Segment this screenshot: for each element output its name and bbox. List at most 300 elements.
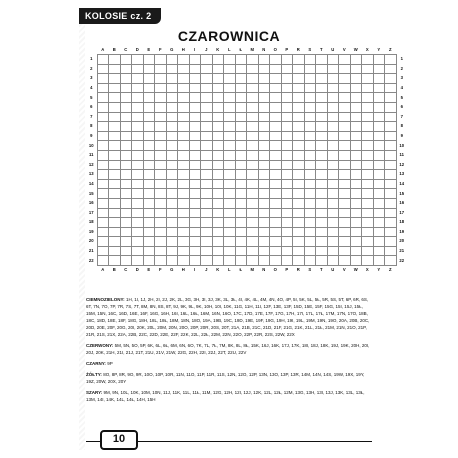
grid-cell [281, 131, 293, 141]
grid-cell [132, 208, 144, 218]
grid-cell [316, 112, 328, 122]
grid-cell [178, 160, 190, 170]
grid-cell [293, 170, 305, 180]
grid-cell [212, 198, 224, 208]
grid-cell [258, 55, 270, 65]
grid-cell [373, 256, 385, 266]
grid-cell [235, 74, 247, 84]
grid-row [86, 83, 407, 93]
grid-cell [143, 64, 155, 74]
grid-cell [247, 131, 259, 141]
grid-row [86, 64, 407, 74]
grid-cell [373, 179, 385, 189]
grid-cell [247, 64, 259, 74]
grid-cell [350, 131, 362, 141]
grid-cell [120, 256, 132, 266]
grid-cell [385, 227, 397, 237]
grid-cell [201, 112, 213, 122]
grid-cell [327, 131, 339, 141]
grid-cell [120, 141, 132, 151]
grid-cell [120, 64, 132, 74]
grid-cell [224, 179, 236, 189]
grid-cell [201, 122, 213, 132]
grid-cell [155, 237, 167, 247]
grid-cell [155, 74, 167, 84]
grid-cell [132, 112, 144, 122]
grid-cell [155, 198, 167, 208]
grid-cell [327, 141, 339, 151]
grid-cell [166, 246, 178, 256]
column-label: B [112, 266, 116, 272]
row-label: 2 [400, 65, 403, 71]
grid-cell [385, 170, 397, 180]
grid-cell [109, 170, 121, 180]
row-label: 3 [400, 75, 403, 81]
grid-cell [385, 179, 397, 189]
grid-cell [97, 112, 109, 122]
grid-cell [189, 122, 201, 132]
grid-cell [316, 102, 328, 112]
grid-cell [281, 102, 293, 112]
grid-cell [258, 170, 270, 180]
grid-cell [270, 74, 282, 84]
grid-cell [350, 179, 362, 189]
row-label: 10 [88, 142, 94, 148]
top-column-labels [86, 46, 407, 55]
grid-cell [281, 218, 293, 228]
grid-cell [132, 83, 144, 93]
series-label: KOLOSIE cz. 2 [79, 8, 161, 24]
grid-cell [201, 93, 213, 103]
grid-row [86, 74, 407, 84]
grid-cell [109, 237, 121, 247]
grid-cell [224, 141, 236, 151]
grid-cell [166, 141, 178, 151]
grid-cell [304, 55, 316, 65]
grid-cell [132, 198, 144, 208]
grid-cell [373, 141, 385, 151]
column-label: O [273, 266, 277, 272]
grid-cell [155, 218, 167, 228]
grid-cell [270, 131, 282, 141]
grid-cell [143, 170, 155, 180]
grid-cell [235, 179, 247, 189]
grid-cell [235, 198, 247, 208]
grid-cell [270, 83, 282, 93]
row-label: 9 [90, 132, 93, 138]
grid-cell [258, 218, 270, 228]
grid-cell [258, 189, 270, 199]
row-label: 6 [400, 104, 403, 110]
column-label: N [262, 266, 266, 272]
grid-cell [166, 83, 178, 93]
grid-cell [235, 131, 247, 141]
grid-cell [109, 74, 121, 84]
grid-cell [362, 150, 374, 160]
grid-cell [350, 83, 362, 93]
grid-cell [385, 218, 397, 228]
grid-cell [189, 170, 201, 180]
grid-cell [212, 141, 224, 151]
grid-cell [143, 74, 155, 84]
grid-cell [212, 246, 224, 256]
grid-cell [270, 237, 282, 247]
row-label: 21 [399, 248, 405, 254]
grid-cell [189, 102, 201, 112]
grid-cell [201, 141, 213, 151]
grid-cell [97, 208, 109, 218]
grid-cell [362, 74, 374, 84]
column-label: U [331, 266, 335, 272]
grid-cell [143, 131, 155, 141]
grid-cell [120, 160, 132, 170]
grid-cell [339, 189, 351, 199]
grid-cell [166, 93, 178, 103]
grid-cell [155, 246, 167, 256]
row-label: 12 [88, 161, 94, 167]
grid-row [86, 131, 407, 141]
grid-cell [97, 141, 109, 151]
grid-cell [155, 131, 167, 141]
grid-cell [281, 160, 293, 170]
color-cells: 1H, 1I, 1J, 2H, 2I, 2J, 2K, 2L, 3G, 3H, 3I, 3J, 3K, 3L, 3Ł, 4I, 4K, 4L, 4M, 4N, 4O, 4P, 5I, 5K, 5L, 5Ł, 5R, 5S, 5T, 6P, 6R, 6S, 6T, 7N, 7O, 7P, 7R, 7S, 7T, 8M, 8N, 8S, 8T, 9J, 9K, 9L, 9K, 10H, 10I, 10K, 11G, 11H, 11I, 12F, 13E, 13F, 15D, 15E, 15F, 15G, 15I, 15J, 15Ł, 15M, 15N, 16C, 16D, 16E, 16F, 16G, 16H, 16I, 16L, 16Ł, 16M, 16N, 16O, 17C, 17D, 17E, 17F, 17G, 17H, 17I, 17L, 17Ł, 17M, 17N, 17O, 18B, 18C, 18D, 18E, 18F, 18G, 18H, 18L, 18Ł, 18M, 18N, 18O, 19A, 19B, 19C, 19D, 19E, 19F, 19G, 19H, 19I, 19L, 19M, 19N, 19O, 20A, 20B, 20C, 20D, 20E, 20F, 20G, 20I, 20K, 20L, 20M, 20N, 20O, 20P, 20R, 20S, 20T, 21A, 21B, 21C, 21D, 21F, 21G, 21K, 21L, 21Ł, 21M, 21N, 21O, 21P, 21R, 21S, 21X, 22A, 22B, 22C, 22D, 22E, 22F, 22K, 22L, 22Ł, 22M, 22N, 22O, 22P, 22R, 22S, 22W, 22X [86, 297, 370, 337]
row-label: 13 [88, 171, 94, 177]
column-label: I [194, 266, 196, 272]
grid-cell [327, 227, 339, 237]
grid-cell [339, 141, 351, 151]
grid-cell [178, 170, 190, 180]
grid-cell [132, 141, 144, 151]
grid-cell [281, 150, 293, 160]
grid-cell [258, 198, 270, 208]
grid-cell [97, 83, 109, 93]
grid-cell [178, 198, 190, 208]
grid-cell [143, 150, 155, 160]
grid-cell [373, 208, 385, 218]
grid-row [86, 102, 407, 112]
grid-cell [327, 160, 339, 170]
grid-cell [189, 64, 201, 74]
grid-cell [109, 55, 121, 65]
grid-cell [304, 131, 316, 141]
grid-cell [155, 141, 167, 151]
grid-cell [293, 131, 305, 141]
grid-cell [385, 256, 397, 266]
grid-cell [373, 218, 385, 228]
grid-cell [350, 122, 362, 132]
grid-cell [339, 256, 351, 266]
grid-cell [270, 227, 282, 237]
row-label: 9 [400, 132, 403, 138]
grid-cell [373, 189, 385, 199]
grid-cell [97, 160, 109, 170]
grid-cell [304, 237, 316, 247]
grid-cell [316, 55, 328, 65]
grid-cell [178, 141, 190, 151]
grid-cell [120, 131, 132, 141]
grid-cell [143, 218, 155, 228]
grid-cell [316, 160, 328, 170]
grid-cell [178, 150, 190, 160]
grid-cell [270, 160, 282, 170]
grid-cell [350, 170, 362, 180]
grid-cell [258, 64, 270, 74]
grid-cell [362, 160, 374, 170]
grid-cell [247, 198, 259, 208]
grid-cell [281, 246, 293, 256]
grid-cell [224, 64, 236, 74]
grid-cell [362, 93, 374, 103]
grid-row [86, 179, 407, 189]
grid-cell [212, 179, 224, 189]
grid-cell [350, 112, 362, 122]
grid-cell [120, 198, 132, 208]
grid-cell [155, 93, 167, 103]
color-cells: 9M, 9N, 10L, 10K, 10M, 10N, 11J, 11K, 11L, 11Ł, 11M, 12G, 12H, 12I, 12J, 12K, 12L, 12Ł, 12M, 13G, 13H, 13I, 13J, 13K, 13L, 13Ł, 13M, 14I, 14K, 14L, 14Ł, 14H, 15H [86, 390, 365, 402]
grid-cell [270, 208, 282, 218]
column-label: L [227, 266, 231, 272]
grid-cell [212, 218, 224, 228]
grid-cell [293, 93, 305, 103]
grid-cell [189, 179, 201, 189]
grid-cell [178, 93, 190, 103]
grid-cell [212, 256, 224, 266]
grid-row [86, 55, 407, 65]
grid-cell [109, 102, 121, 112]
row-label: 20 [88, 238, 94, 244]
grid-cell [97, 64, 109, 74]
grid-row [86, 141, 407, 151]
grid-cell [350, 218, 362, 228]
grid-cell [281, 122, 293, 132]
grid-cell [201, 227, 213, 237]
grid-cell [281, 198, 293, 208]
grid-cell [212, 83, 224, 93]
grid-cell [362, 227, 374, 237]
grid-cell [143, 112, 155, 122]
grid-cell [201, 179, 213, 189]
grid-cell [155, 102, 167, 112]
grid-cell [143, 83, 155, 93]
grid-cell [166, 74, 178, 84]
grid-cell [109, 122, 121, 132]
grid-cell [166, 131, 178, 141]
column-label: O [273, 46, 277, 52]
grid-cell [247, 227, 259, 237]
grid-cell [293, 208, 305, 218]
grid-cell [350, 256, 362, 266]
grid-cell [327, 246, 339, 256]
grid-cell [120, 122, 132, 132]
grid-cell [120, 83, 132, 93]
row-label: 8 [90, 123, 93, 129]
grid-cell [385, 141, 397, 151]
grid-cell [212, 93, 224, 103]
color-cells: 5M, 5N, 5O, 5P, 6K, 6L, 6Ł, 6M, 6N, 6O, 7K, 7L, 7Ł, 7M, 8K, 8L, 8Ł, 15K, 16J, 16K, 17J, 17K, 18I, 18J, 18K, 19J, 19K, 20H, 20I, 20J, 20K, 21H, 21I, 21J, 21T, 21U, 21V, 21W, 22G, 22H, 22I, 22J, 22T, 22U, 22V [86, 343, 370, 355]
grid-cell [281, 179, 293, 189]
grid-cell [385, 131, 397, 141]
grid-cell [224, 189, 236, 199]
grid-cell [97, 237, 109, 247]
grid-cell [235, 160, 247, 170]
grid-cell [155, 64, 167, 74]
grid-cell [143, 141, 155, 151]
column-label: J [205, 266, 208, 272]
row-label: 2 [90, 65, 93, 71]
grid-cell [189, 141, 201, 151]
grid-cell [166, 189, 178, 199]
grid-cell [143, 237, 155, 247]
grid-cell [385, 150, 397, 160]
grid-cell [373, 55, 385, 65]
grid-cell [235, 227, 247, 237]
grid-cell [178, 189, 190, 199]
grid-cell [339, 160, 351, 170]
row-label: 21 [88, 248, 94, 254]
coloring-grid [86, 46, 407, 274]
grid-cell [316, 179, 328, 189]
grid-cell [120, 150, 132, 160]
grid-cell [304, 64, 316, 74]
grid-cell [362, 102, 374, 112]
page-title: CZAROWNICA [177, 28, 281, 44]
column-label: T [319, 46, 323, 52]
grid-cell [178, 83, 190, 93]
grid-cell [327, 74, 339, 84]
grid-cell [385, 198, 397, 208]
grid-cell [155, 179, 167, 189]
grid-cell [132, 131, 144, 141]
grid-cell [201, 208, 213, 218]
grid-cell [212, 112, 224, 122]
grid-cell [293, 122, 305, 132]
grid-cell [155, 83, 167, 93]
grid-cell [178, 64, 190, 74]
column-label: P [285, 46, 289, 52]
grid-cell [109, 189, 121, 199]
grid-cell [178, 246, 190, 256]
grid-cell [281, 141, 293, 151]
grid-cell [327, 112, 339, 122]
column-label: C [124, 46, 128, 52]
column-label: C [124, 266, 128, 272]
column-label: D [135, 266, 139, 272]
grid-cell [143, 102, 155, 112]
column-label: X [365, 46, 369, 52]
grid-cell [212, 227, 224, 237]
grid-cell [385, 74, 397, 84]
grid-cell [178, 102, 190, 112]
grid-cell [362, 83, 374, 93]
row-label: 18 [399, 219, 405, 225]
grid-cell [281, 64, 293, 74]
column-label: W [353, 266, 358, 272]
column-label: V [342, 266, 346, 272]
column-label: R [296, 46, 300, 52]
grid-cell [189, 227, 201, 237]
grid-cell [270, 55, 282, 65]
column-label: H [181, 46, 185, 52]
grid-cell [155, 112, 167, 122]
grid-cell [247, 256, 259, 266]
grid-cell [293, 74, 305, 84]
grid-cell [109, 208, 121, 218]
grid-cell [339, 170, 351, 180]
grid-cell [189, 218, 201, 228]
grid-cell [304, 170, 316, 180]
grid-cell [350, 141, 362, 151]
grid-cell [224, 131, 236, 141]
grid-cell [212, 208, 224, 218]
column-label: Y [377, 266, 381, 272]
grid-cell [201, 64, 213, 74]
grid-cell [97, 150, 109, 160]
grid-cell [316, 93, 328, 103]
grid-cell [120, 170, 132, 180]
grid-cell [304, 208, 316, 218]
row-label: 17 [88, 209, 94, 215]
row-label: 13 [399, 171, 405, 177]
grid-cell [247, 189, 259, 199]
grid-cell [235, 64, 247, 74]
row-label: 6 [90, 104, 93, 110]
grid-cell [224, 218, 236, 228]
grid-row [86, 160, 407, 170]
grid-cell [201, 246, 213, 256]
grid-cell [166, 64, 178, 74]
grid-cell [350, 93, 362, 103]
grid-cell [201, 55, 213, 65]
grid-cell [327, 208, 339, 218]
bottom-column-labels [86, 266, 407, 275]
grid-cell [362, 256, 374, 266]
grid-cell [109, 160, 121, 170]
column-label: E [147, 46, 151, 52]
grid-cell [293, 160, 305, 170]
grid-cell [224, 170, 236, 180]
grid-cell [235, 218, 247, 228]
grid-cell [155, 189, 167, 199]
grid-cell [235, 246, 247, 256]
grid-cell [212, 122, 224, 132]
grid-cell [120, 218, 132, 228]
grid-cell [247, 83, 259, 93]
grid-cell [224, 102, 236, 112]
grid-cell [270, 141, 282, 151]
grid-row [86, 218, 407, 228]
grid-cell [201, 170, 213, 180]
row-label: 19 [399, 228, 405, 234]
column-label: R [296, 266, 300, 272]
grid-cell [281, 93, 293, 103]
row-label: 16 [88, 200, 94, 206]
grid-cell [247, 122, 259, 132]
grid-cell [327, 179, 339, 189]
grid-row [86, 150, 407, 160]
grid-cell [270, 246, 282, 256]
grid-cell [293, 179, 305, 189]
grid-cell [247, 93, 259, 103]
grid-cell [212, 160, 224, 170]
grid-cell [316, 131, 328, 141]
color-instruction [86, 342, 372, 356]
grid-cell [293, 83, 305, 93]
row-label: 8 [400, 123, 403, 129]
grid-cell [212, 131, 224, 141]
grid-cell [339, 112, 351, 122]
grid-cell [166, 122, 178, 132]
column-label: B [112, 46, 116, 52]
